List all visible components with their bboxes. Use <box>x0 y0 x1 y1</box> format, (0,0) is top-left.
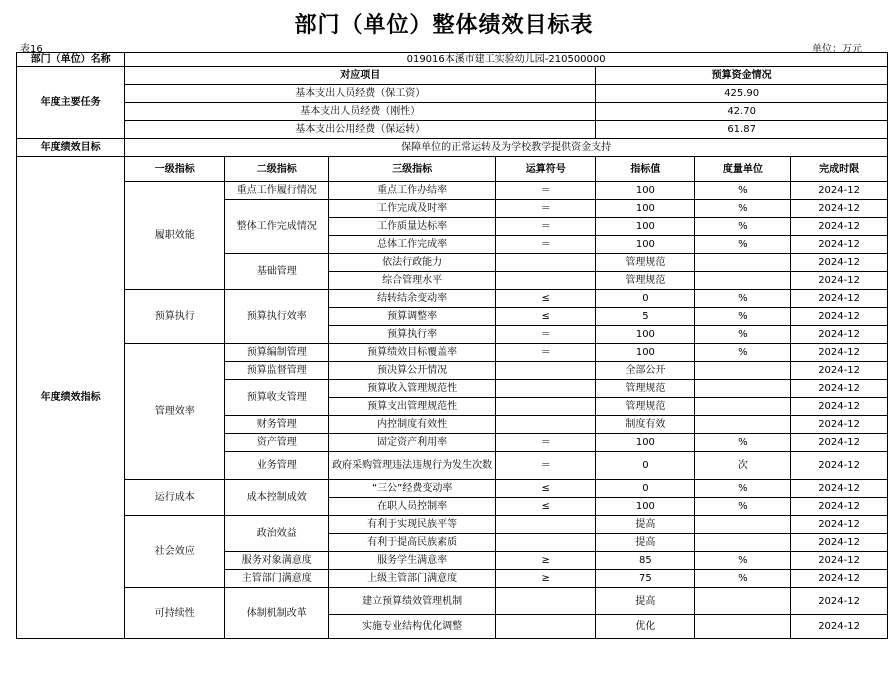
deadline-cell: 2024-12 <box>791 452 888 480</box>
task-item-name: 基本支出人员经费（保工资） <box>125 85 596 103</box>
value-cell: 100 <box>596 434 695 452</box>
operator-cell <box>496 534 596 552</box>
level3-cell: 预算支出管理规范性 <box>329 398 496 416</box>
value-cell: 管理规范 <box>596 380 695 398</box>
level3-cell: 总体工作完成率 <box>329 236 496 254</box>
level3-cell: 有利于提高民族素质 <box>329 534 496 552</box>
value-cell: 100 <box>596 200 695 218</box>
value-cell: 0 <box>596 480 695 498</box>
value-cell: 制度有效 <box>596 416 695 434</box>
operator-cell: ＝ <box>496 182 596 200</box>
value-cell: 提高 <box>596 534 695 552</box>
deadline-cell: 2024-12 <box>791 200 888 218</box>
operator-cell: ≥ <box>496 570 596 588</box>
unit-cell: % <box>695 480 791 498</box>
level3-cell: 在职人员控制率 <box>329 498 496 516</box>
deadline-cell: 2024-12 <box>791 570 888 588</box>
value-cell: 0 <box>596 452 695 480</box>
unit-cell <box>695 516 791 534</box>
value-cell: 100 <box>596 326 695 344</box>
level3-cell: 结转结余变动率 <box>329 290 496 308</box>
level2-cell: 预算执行效率 <box>225 290 329 344</box>
header-cell: 三级指标 <box>329 157 496 182</box>
operator-cell <box>496 588 596 615</box>
deadline-cell: 2024-12 <box>791 588 888 615</box>
level2-cell: 预算收支管理 <box>225 380 329 416</box>
unit-cell <box>695 615 791 639</box>
level2-cell: 政治效益 <box>225 516 329 552</box>
deadline-cell: 2024-12 <box>791 498 888 516</box>
deadline-cell: 2024-12 <box>791 398 888 416</box>
level1-cell: 可持续性 <box>125 588 225 639</box>
table-number: 表16 <box>20 44 43 55</box>
value-cell: 提高 <box>596 588 695 615</box>
deadline-cell: 2024-12 <box>791 615 888 639</box>
task-item-amount: 425.90 <box>596 85 888 103</box>
task-item-name: 基本支出公用经费（保运转） <box>125 121 596 139</box>
level3-cell: 政府采购管理违法违规行为发生次数 <box>329 452 496 480</box>
level2-cell: 预算监督管理 <box>225 362 329 380</box>
level3-cell: 预算调整率 <box>329 308 496 326</box>
header-cell: 运算符号 <box>496 157 596 182</box>
deadline-cell: 2024-12 <box>791 236 888 254</box>
level1-cell: 履职效能 <box>125 182 225 290</box>
unit-cell <box>695 254 791 272</box>
level3-cell: 实施专业结构优化调整 <box>329 615 496 639</box>
level1-cell: 运行成本 <box>125 480 225 516</box>
level3-cell: 建立预算绩效管理机制 <box>329 588 496 615</box>
value-cell: 5 <box>596 308 695 326</box>
level2-cell: 主管部门满意度 <box>225 570 329 588</box>
level1-cell: 预算执行 <box>125 290 225 344</box>
level3-cell: 工作完成及时率 <box>329 200 496 218</box>
value-cell: 100 <box>596 218 695 236</box>
unit-cell: % <box>695 326 791 344</box>
value-cell: 75 <box>596 570 695 588</box>
level3-cell: 预算执行率 <box>329 326 496 344</box>
unit-cell: 次 <box>695 452 791 480</box>
level1-cell: 社会效应 <box>125 516 225 588</box>
level3-cell: 重点工作办结率 <box>329 182 496 200</box>
deadline-cell: 2024-12 <box>791 290 888 308</box>
level2-cell: 服务对象满意度 <box>225 552 329 570</box>
unit-cell <box>695 362 791 380</box>
deadline-cell: 2024-12 <box>791 182 888 200</box>
value-cell: 管理规范 <box>596 272 695 290</box>
operator-cell: ＝ <box>496 452 596 480</box>
value-cell: 100 <box>596 182 695 200</box>
page-title: 部门（单位）整体绩效目标表 <box>294 13 594 38</box>
unit-cell <box>695 534 791 552</box>
operator-cell <box>496 362 596 380</box>
item-header: 对应项目 <box>125 67 596 85</box>
deadline-cell: 2024-12 <box>791 344 888 362</box>
unit-cell: % <box>695 200 791 218</box>
value-cell: 管理规范 <box>596 398 695 416</box>
level3-cell: 综合管理水平 <box>329 272 496 290</box>
value-cell: 100 <box>596 236 695 254</box>
deadline-cell: 2024-12 <box>791 516 888 534</box>
performance-table <box>16 52 888 639</box>
unit-cell: % <box>695 182 791 200</box>
unit-cell: % <box>695 218 791 236</box>
task-item-name: 基本支出人员经费（刚性） <box>125 103 596 121</box>
unit-cell <box>695 380 791 398</box>
header-cell: 完成时限 <box>791 157 888 182</box>
level2-cell: 成本控制成效 <box>225 480 329 516</box>
deadline-cell: 2024-12 <box>791 380 888 398</box>
level3-cell: 预算收入管理规范性 <box>329 380 496 398</box>
operator-cell <box>496 416 596 434</box>
operator-cell: ＝ <box>496 200 596 218</box>
deadline-cell: 2024-12 <box>791 272 888 290</box>
operator-cell <box>496 615 596 639</box>
operator-cell: ＝ <box>496 236 596 254</box>
header-cell: 一级指标 <box>125 157 225 182</box>
operator-cell: ≤ <box>496 480 596 498</box>
main-task-label: 年度主要任务 <box>17 67 125 139</box>
level3-cell: 服务学生满意率 <box>329 552 496 570</box>
value-cell: 全部公开 <box>596 362 695 380</box>
level3-cell: “三公”经费变动率 <box>329 480 496 498</box>
operator-cell: ≤ <box>496 290 596 308</box>
deadline-cell: 2024-12 <box>791 434 888 452</box>
operator-cell <box>496 254 596 272</box>
header-cell: 二级指标 <box>225 157 329 182</box>
level3-cell: 工作质量达标率 <box>329 218 496 236</box>
value-cell: 管理规范 <box>596 254 695 272</box>
dept-value: 019016本溪市建工实验幼儿园-210500000 <box>125 53 888 67</box>
level1-cell: 管理效率 <box>125 344 225 480</box>
perf-goal-label: 年度绩效目标 <box>17 139 125 157</box>
unit-cell <box>695 588 791 615</box>
unit-cell: % <box>695 308 791 326</box>
level2-cell: 财务管理 <box>225 416 329 434</box>
operator-cell <box>496 272 596 290</box>
level2-cell: 体制机制改革 <box>225 588 329 639</box>
level3-cell: 上级主管部门满意度 <box>329 570 496 588</box>
deadline-cell: 2024-12 <box>791 534 888 552</box>
operator-cell <box>496 380 596 398</box>
unit-cell: % <box>695 498 791 516</box>
level3-cell: 内控制度有效性 <box>329 416 496 434</box>
perf-goal-value: 保障单位的正常运转及为学校教学提供资金支持 <box>125 139 888 157</box>
level2-cell: 基础管理 <box>225 254 329 290</box>
deadline-cell: 2024-12 <box>791 552 888 570</box>
unit-label: 单位：万元 <box>812 44 862 55</box>
unit-cell: % <box>695 344 791 362</box>
unit-cell <box>695 272 791 290</box>
unit-cell: % <box>695 290 791 308</box>
value-cell: 优化 <box>596 615 695 639</box>
operator-cell: ＝ <box>496 218 596 236</box>
deadline-cell: 2024-12 <box>791 416 888 434</box>
unit-cell: % <box>695 552 791 570</box>
level3-cell: 固定资产利用率 <box>329 434 496 452</box>
value-cell: 100 <box>596 498 695 516</box>
header-cell: 度量单位 <box>695 157 791 182</box>
value-cell: 0 <box>596 290 695 308</box>
operator-cell: ＝ <box>496 434 596 452</box>
indicator-label: 年度绩效指标 <box>17 157 125 639</box>
deadline-cell: 2024-12 <box>791 308 888 326</box>
level3-cell: 预算绩效目标覆盖率 <box>329 344 496 362</box>
level2-cell: 预算编制管理 <box>225 344 329 362</box>
operator-cell: ＝ <box>496 326 596 344</box>
deadline-cell: 2024-12 <box>791 362 888 380</box>
level3-cell: 依法行政能力 <box>329 254 496 272</box>
level3-cell: 预决算公开情况 <box>329 362 496 380</box>
deadline-cell: 2024-12 <box>791 218 888 236</box>
operator-cell: ≤ <box>496 498 596 516</box>
level2-cell: 业务管理 <box>225 452 329 480</box>
unit-cell <box>695 398 791 416</box>
operator-cell: ≥ <box>496 552 596 570</box>
operator-cell <box>496 398 596 416</box>
operator-cell: ≤ <box>496 308 596 326</box>
deadline-cell: 2024-12 <box>791 480 888 498</box>
unit-cell: % <box>695 434 791 452</box>
value-cell: 100 <box>596 344 695 362</box>
task-item-amount: 61.87 <box>596 121 888 139</box>
value-cell: 提高 <box>596 516 695 534</box>
operator-cell <box>496 516 596 534</box>
level2-cell: 资产管理 <box>225 434 329 452</box>
unit-cell: % <box>695 570 791 588</box>
header-cell: 指标值 <box>596 157 695 182</box>
operator-cell: ＝ <box>496 344 596 362</box>
deadline-cell: 2024-12 <box>791 254 888 272</box>
level2-cell: 重点工作履行情况 <box>225 182 329 200</box>
unit-cell <box>695 416 791 434</box>
level2-cell: 整体工作完成情况 <box>225 200 329 254</box>
unit-cell: % <box>695 236 791 254</box>
dept-label: 部门（单位）名称 <box>17 53 125 67</box>
deadline-cell: 2024-12 <box>791 326 888 344</box>
value-cell: 85 <box>596 552 695 570</box>
level3-cell: 有利于实现民族平等 <box>329 516 496 534</box>
budget-header: 预算资金情况 <box>596 67 888 85</box>
task-item-amount: 42.70 <box>596 103 888 121</box>
